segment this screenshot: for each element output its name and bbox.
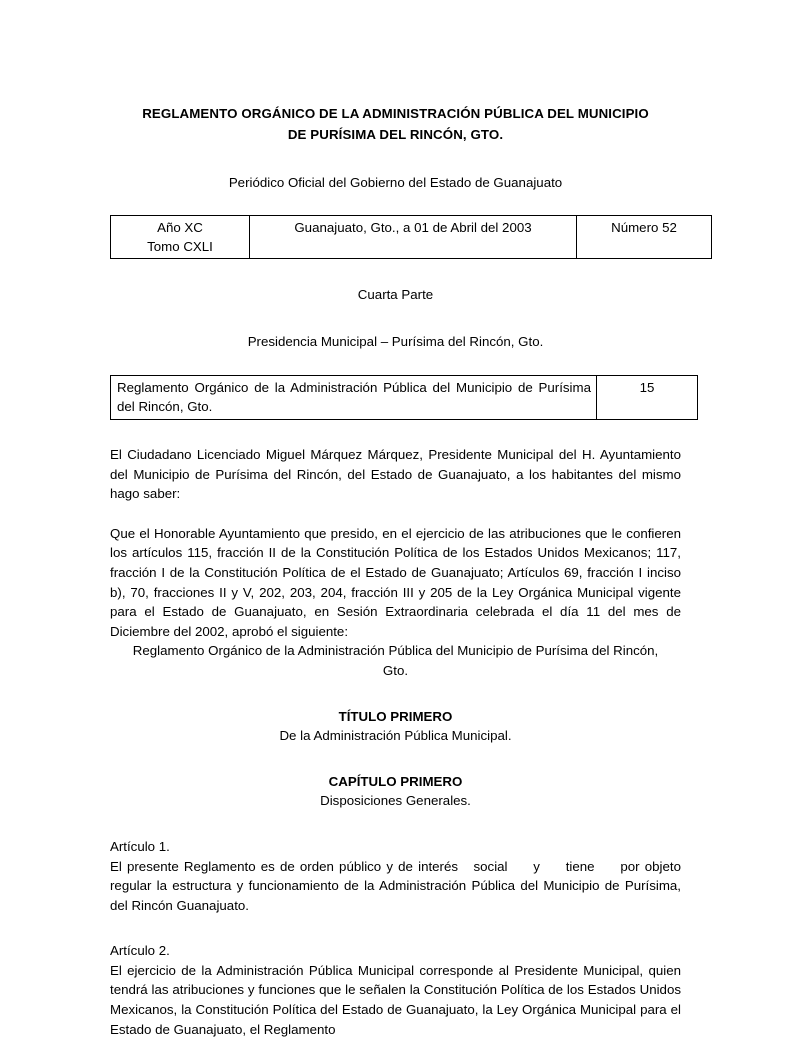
legal-basis-paragraph: Que el Honorable Ayuntamiento que presido, en el ejercicio de las atribuciones que le confieren los artículos 115, fracción II de la Constitución Política de los Estados Unidos Mexicanos; 117, fracción I de la Constitución Política de el Estado de Guanajuato; Artículos 69, fracción I inciso b), 70, fracciones II y V, 202, 203, 204, fracción III y 205 de la Ley Orgánica Municipal vigente para el Estado de Guanajuato, en Sesión Extraordinaria celebrada el día 11 del mes de Diciembre del 2002, aprobó el siguiente: [110,525,681,639]
part-label: Cuarta Parte [357,287,434,302]
table-row [111,376,698,420]
titulo-primero-heading: TÍTULO PRIMERO [338,708,453,724]
articulo-1-label: Artículo 1. [110,838,170,854]
preamble-paragraph: El Ciudadano Licenciado Miguel Márquez Márquez, Presidente Municipal del H. Ayuntamiento del Municipio de Purísima del Rincón, del Estado de Guanajuato, a los habitantes del mismo hago saber: [110,447,681,502]
articulo-2-label: Artículo 2. [110,943,170,959]
articulo-1-text-part-1: El presente Reglamento es de orden público y de interés [110,858,459,874]
table-row [111,216,712,259]
index-entry-page: 15 [597,376,698,420]
authority-label: Presidencia Municipal – Purísima del Rincón, Gto. [247,334,544,349]
index-entry-title: Reglamento Orgánico de la Administración Pública del Municipio de Purísima del Rincón, Gto. [111,376,597,420]
masthead-table [110,215,712,259]
masthead-year-cell [111,216,250,259]
masthead-place-date-cell: Guanajuato, Gto., a 01 de Abril del 2003 [250,216,577,259]
articulo-2-text: El ejercicio de la Administración Pública Municipal corresponde al Presidente Municipal, quien tendrá las atribuciones y funciones que le señalen la Constitución Política de los Estados Unidos Mexicanos, la Constitución Política del Estado de Guanajuato, la Ley Orgánica Municipal para el Estado de Guanajuato, el Reglamento [110,962,681,1037]
page-title-line-1: REGLAMENTO ORGÁNICO DE LA ADMINISTRACIÓN PÚBLICA DEL MUNICIPIO [142,106,649,121]
masthead-year-line-2: Tomo CXLI [147,239,213,254]
index-table [110,375,698,420]
titulo-primero-subheading: De la Administración Pública Municipal. [279,728,512,744]
publication-subtitle: Periódico Oficial del Gobierno del Estado de Guanajuato [228,175,563,190]
regulation-name: Reglamento Orgánico de la Administración Pública del Municipio de Purísima del Rincón, Gto. [132,643,659,678]
page-title [110,103,681,145]
page-title-line-2: DE PURÍSIMA DEL RINCÓN, GTO. [287,127,504,142]
articulo-1-text-gap: social y tiene por [458,858,640,874]
masthead-year-line-1: Año XC [157,220,203,235]
articulo-1-text-part-2: objeto regular la estructura y funcionamiento de la Administración Pública del Municipio de Purísima, del Rincón Guanajuato. [110,858,681,913]
masthead-number-cell: Número 52 [577,216,712,259]
capitulo-primero-heading: CAPÍTULO PRIMERO [328,773,463,789]
capitulo-primero-subheading: Disposiciones Generales. [320,793,471,809]
articulo-1-text [110,857,681,916]
